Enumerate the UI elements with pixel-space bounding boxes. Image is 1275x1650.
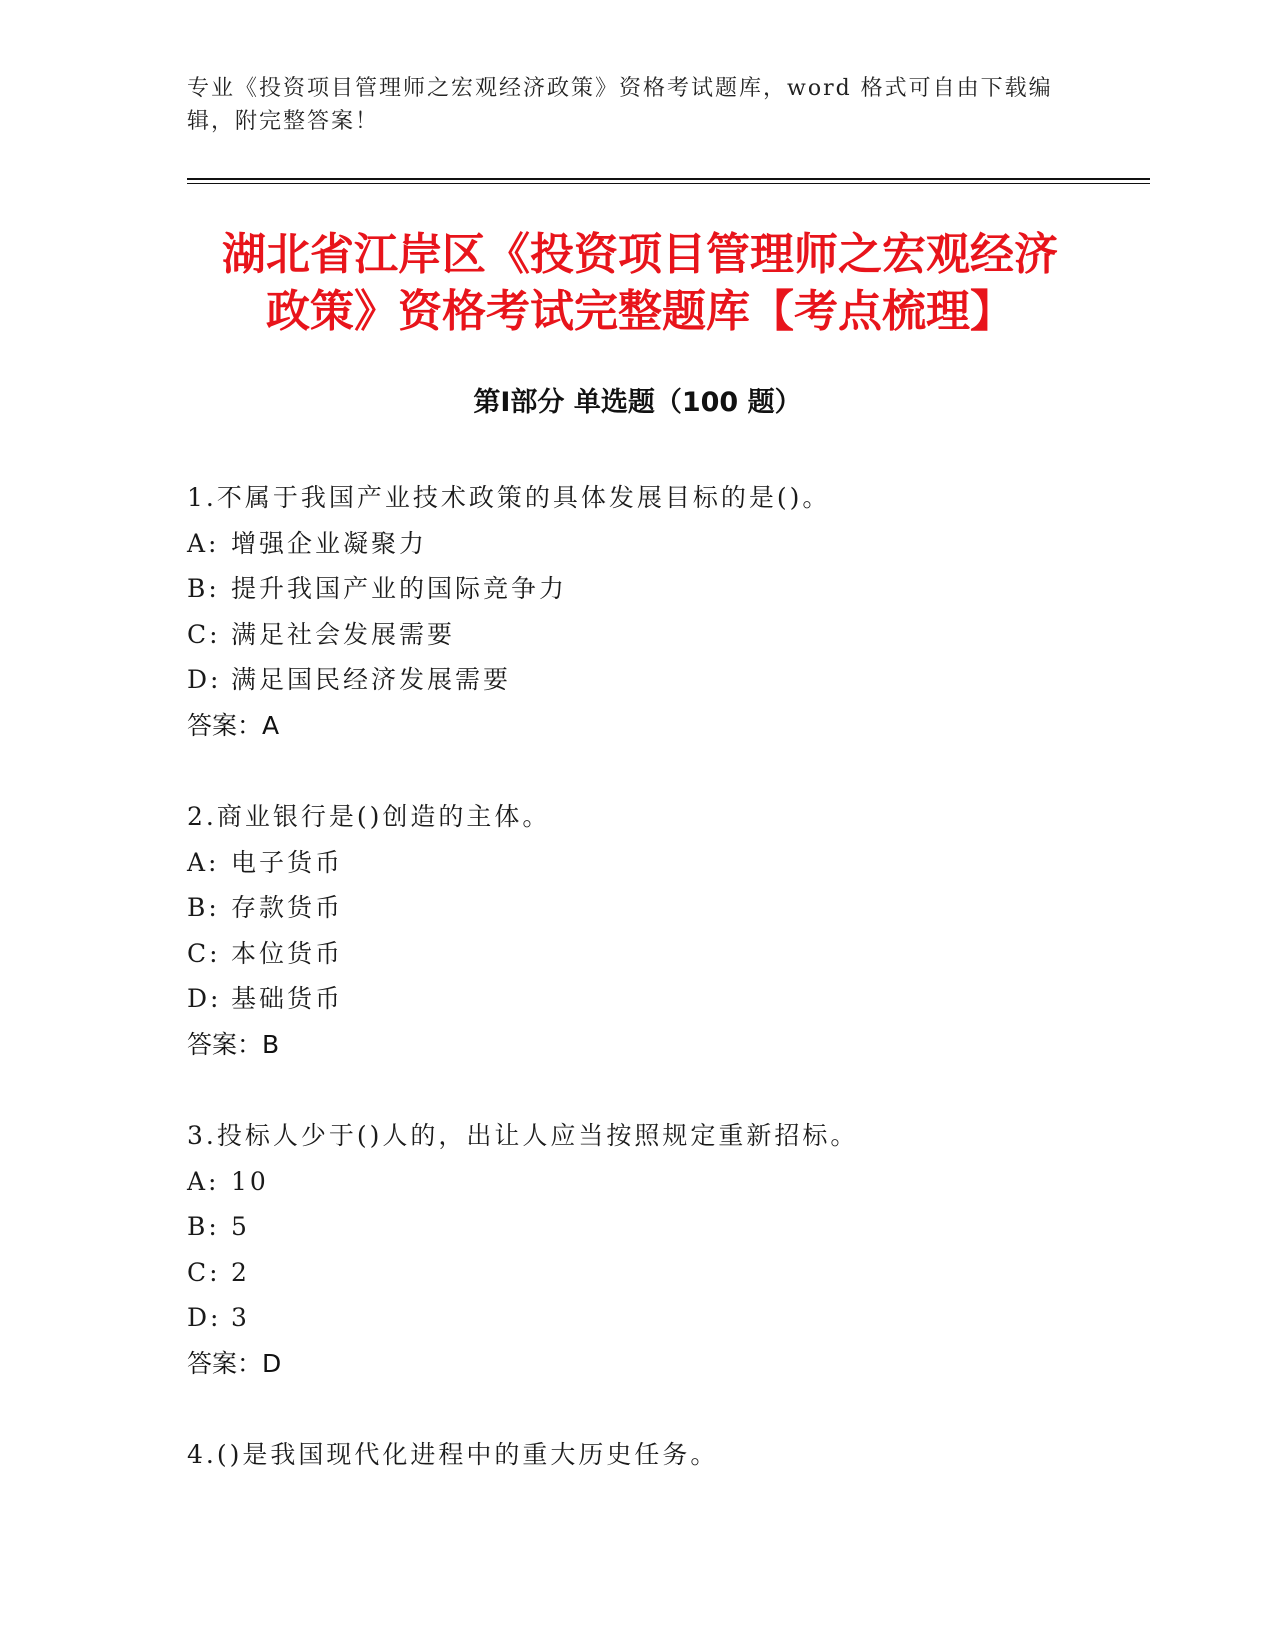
option-key: C:: [187, 619, 221, 649]
header-note-line-2: 辑，附完整答案！: [187, 109, 380, 134]
question-stem: 2.商业银行是()创造的主体。: [187, 802, 551, 831]
option-key: B:: [187, 893, 220, 922]
option-d: [187, 976, 1137, 1022]
answer: 答案：D: [187, 1348, 282, 1378]
question-3: [187, 1113, 1137, 1386]
option-c: [187, 612, 1137, 658]
question-list: [187, 475, 1137, 1524]
option-text: 2: [231, 1257, 250, 1287]
answer: 答案：A: [187, 710, 280, 740]
question-2: [187, 794, 1137, 1067]
option-text: 3: [231, 1303, 250, 1332]
option-key: D:: [187, 1303, 222, 1332]
option-key: C:: [187, 938, 221, 968]
option-text: 存款货币: [231, 893, 344, 922]
option-a: [187, 521, 1137, 567]
option-key: D:: [187, 984, 222, 1013]
option-c: [187, 1250, 1137, 1296]
question-stem: 1.不属于我国产业技术政策的具体发展目标的是()。: [187, 483, 831, 512]
option-key: B:: [187, 574, 220, 603]
option-c: [187, 931, 1137, 977]
question-stem: 4.()是我国现代化进程中的重大历史任务。: [187, 1440, 719, 1469]
document-title-line-2: 政策》资格考试完整题库【考点梳理】: [266, 286, 1014, 337]
question-4: [187, 1432, 1137, 1478]
header-divider-thin: [187, 183, 1150, 184]
option-key: A:: [187, 1166, 220, 1196]
header-note-line-1: 专业《投资项目管理师之宏观经济政策》资格考试题库，word 格式可自由下载编: [187, 76, 1053, 101]
option-text: 10: [231, 1166, 269, 1196]
option-b: [187, 1204, 1137, 1250]
option-text: 满足国民经济发展需要: [231, 665, 512, 694]
question-1: [187, 475, 1137, 748]
option-b: [187, 885, 1137, 931]
section-title: 第Ⅰ部分 单选题（100 题）: [473, 387, 802, 418]
document-title: [180, 226, 1100, 340]
option-d: [187, 657, 1137, 703]
header-note: [187, 72, 1087, 138]
document-title-line-1: 湖北省江岸区《投资项目管理师之宏观经济: [222, 229, 1058, 280]
option-text: 电子货币: [231, 847, 344, 877]
option-a: [187, 840, 1137, 886]
option-a: [187, 1159, 1137, 1205]
option-text: 本位货币: [231, 938, 344, 968]
option-d: [187, 1295, 1137, 1341]
answer: 答案：B: [187, 1029, 280, 1059]
option-key: D:: [187, 665, 222, 694]
option-b: [187, 566, 1137, 612]
option-text: 基础货币: [231, 984, 344, 1013]
option-text: 5: [231, 1212, 250, 1241]
option-text: 满足社会发展需要: [231, 619, 456, 649]
question-stem: 3.投标人少于()人的，出让人应当按照规定重新招标。: [187, 1121, 859, 1150]
option-key: A:: [187, 847, 220, 877]
option-text: 提升我国产业的国际竞争力: [231, 574, 568, 603]
option-key: A:: [187, 528, 220, 558]
option-key: C:: [187, 1257, 221, 1287]
option-text: 增强企业凝聚力: [231, 528, 428, 558]
header-divider-thick: [187, 178, 1150, 180]
option-key: B:: [187, 1212, 220, 1241]
